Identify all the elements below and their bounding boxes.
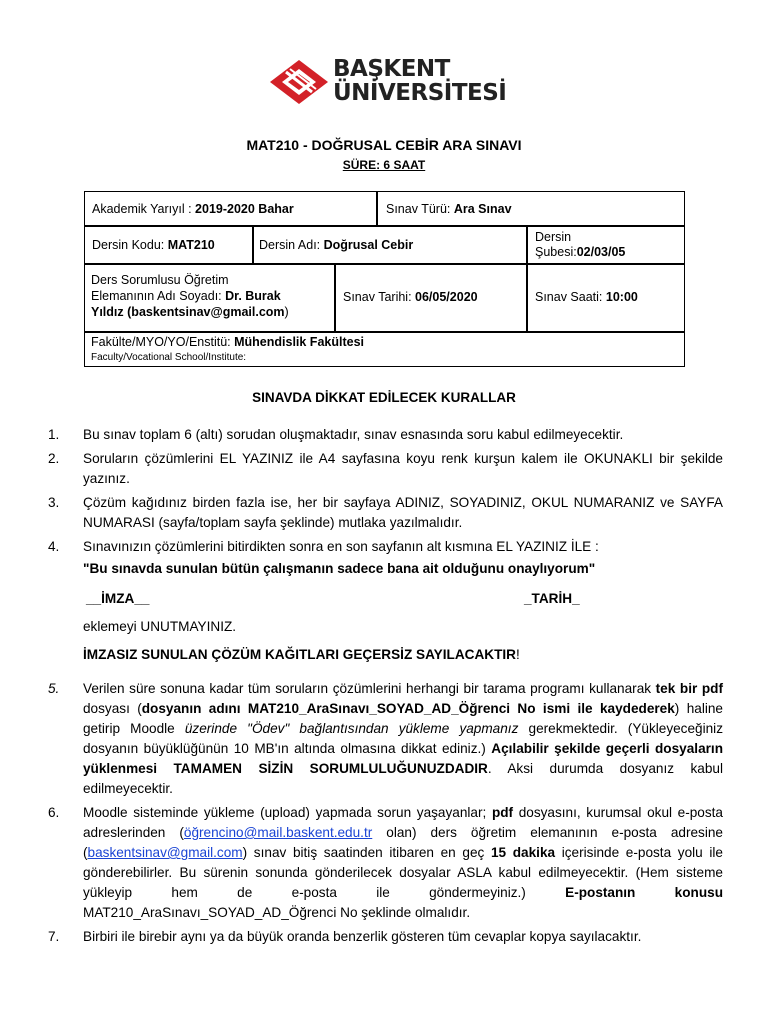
faculty-value: Mühendislik Fakültesi (234, 335, 364, 349)
rule-quote: "Bu sınavda sunulan bütün çalışmanın sadece bana ait olduğunu onaylıyorum" (83, 561, 596, 576)
course-code-label: Dersin Kodu: (92, 238, 168, 252)
rule-text: Verilen süre sonuna kadar tüm soruların çözümlerini herhangi bir tarama programı kullanarak (83, 681, 656, 696)
rule-text: MAT210_AraSınavı_SOYAD_AD_Öğrenci No şeklinde olmalıdır. (83, 905, 471, 920)
instructor-email-link[interactable]: baskentsinav@gmail.com (87, 845, 243, 860)
instructor-name-2: Yıldız (91, 305, 124, 319)
section-label-1: Dersin (535, 230, 572, 244)
exam-date-value: 06/05/2020 (415, 290, 478, 304)
rule-text: Moodle sisteminde yükleme (upload) yapmada sorun yaşayanlar; (83, 805, 492, 820)
rules-title: SINAVDA DİKKAT EDİLECEK KURALLAR (252, 390, 516, 405)
rule-text: . Aksi durumda dosyanız kabul edilmeyecektir. (83, 761, 724, 796)
instructor-name: Dr. Burak (225, 289, 281, 303)
course-name-value: Doğrusal Cebir (323, 238, 414, 252)
rule-item-3 (48, 493, 723, 533)
rule-number: 5. (48, 681, 60, 696)
rule-4-add (48, 617, 723, 637)
rule-bold: 15 dakika (490, 845, 556, 860)
rule-number: 6. (48, 805, 60, 820)
rule-text: ) haline getirip Moodle (83, 701, 723, 736)
term-value: 2019-2020 Bahar (195, 202, 294, 216)
term-label: Akademik Yarıyıl : (92, 202, 196, 216)
rule-item-5 (48, 679, 723, 799)
rule-4-warning (48, 645, 723, 665)
student-email-link[interactable]: öğrencino@mail.baskent.edu.tr (183, 825, 373, 840)
rule-number: 4. (48, 539, 60, 554)
rules-list (48, 425, 723, 947)
rule-italic: üzerinde "Ödev" bağlantısından yükleme yapmanız (184, 721, 519, 736)
rule-text: Birbiri ile birebir aynı ya da büyük oranda benzerlik gösteren tüm cevaplar kopya sayılacaktır. (83, 929, 642, 944)
warning-text: İMZASIZ SUNULAN ÇÖZÜM KAĞITLARI GEÇERSİZ SAYILACAKTIR (83, 647, 516, 662)
rule-item-1 (48, 425, 723, 445)
exam-date-label: Sınav Tarihi: (343, 290, 416, 304)
logo-text-line1: BAŞKENT (333, 56, 450, 82)
logo-text-line2: ÜNİVERSİTESİ (333, 80, 507, 106)
signature-placeholder: __İMZA__ (86, 591, 150, 606)
exam-type-value: Ara Sınav (453, 202, 512, 216)
instructor-label-2: Elemanının Adı Soyadı: (91, 289, 226, 303)
rule-bold: tek bir pdf (655, 681, 723, 696)
rule-text: gerekmektedir. (Yükleyeceğiniz dosyanın büyüklüğünün 10 MB'ın altında olmasına dikkat ediniz.) (83, 721, 723, 756)
signature-row (48, 579, 723, 615)
faculty-label: Fakülte/MYO/YO/Enstitü: (91, 335, 235, 349)
rule-text: içerisinde e-posta yolu ile gönderebilirler. Bu sürenin sonunda gönderilecek dosyalar ASLA kabul edilmeyecektir. (Hem sisteme yükleyip hem de e-posta ile göndermeyiniz.) (83, 845, 723, 900)
instructor-cell (84, 263, 336, 333)
rule-item-4 (48, 537, 723, 579)
faculty-label-en: Faculty/Vocational School/Institute: (91, 352, 247, 363)
warning-end: ! (515, 647, 520, 662)
course-code-value: MAT210 (167, 238, 215, 252)
rule-text: ) sınav bitiş saatinden itibaren en geç (242, 845, 491, 860)
university-logo (270, 56, 507, 108)
section-label-2: Şubesi: (535, 245, 577, 259)
rule-number: 2. (48, 451, 60, 466)
exam-time-value: 10:00 (605, 290, 638, 304)
date-placeholder: _TARİH_ (524, 591, 580, 606)
exam-title: MAT210 - DOĞRUSAL CEBİR ARA SINAVI (246, 137, 522, 153)
rule-text: Soruların çözümlerini EL YAZINIZ ile A4 sayfasına koyu renk kurşun kalem ile OKUNAKLI bir şekilde yazınız. (83, 451, 723, 486)
rule-item-6 (48, 803, 723, 923)
exam-time-cell (526, 263, 685, 333)
course-name-cell (252, 225, 528, 265)
instructor-email: (baskentsinav@gmail.com (127, 305, 285, 319)
rule-bold: dosyanın adını MAT210_AraSınavı_SOYAD_AD_Öğrenci No ismi ile kaydederek (141, 701, 675, 716)
rule-text: dosyası ( (83, 701, 142, 716)
rule-number: 7. (48, 929, 60, 944)
instructor-email-close: ) (284, 305, 289, 319)
rule-text: Çözüm kağıdınız birden fazla ise, her bir sayfaya ADINIZ, SOYADINIZ, OKUL NUMARANIZ ve SAYFA NUMARASI (sayfa/toplam sayfa şeklinde) mutlaka yazılmalıdır. (83, 495, 723, 530)
course-code-cell (84, 225, 254, 265)
exam-type-cell (376, 191, 685, 227)
section-cell (526, 225, 685, 265)
rule-text: eklemeyi UNUTMAYINIZ. (83, 619, 237, 634)
term-cell (84, 191, 378, 227)
course-name-label: Dersin Adı: (259, 238, 324, 252)
instructor-label-1: Ders Sorumlusu Öğretim (91, 273, 229, 287)
rule-text: Sınavınızın çözümlerini bitirdikten sonra en son sayfanın alt kısmına EL YAZINIZ İLE : (83, 539, 599, 554)
rule-text: dosyasını, kurumsal okul e-posta adreslerinden ( (83, 805, 723, 840)
rule-item-2 (48, 449, 723, 489)
rule-bold: E-postanın konusu (565, 885, 723, 900)
exam-time-label: Sınav Saati: (535, 290, 606, 304)
exam-duration: SÜRE: 6 SAAT (342, 158, 426, 172)
rule-number: 3. (48, 495, 60, 510)
rule-text: Bu sınav toplam 6 (altı) sorudan oluşmaktadır, sınav esnasında soru kabul edilmeyecektir. (83, 427, 624, 442)
faculty-cell (84, 331, 685, 367)
rule-text: olan) ders öğretim elemanının e-posta adresine ( (83, 825, 723, 860)
exam-date-cell (334, 263, 528, 333)
rule-item-7 (48, 927, 723, 947)
rule-bold: Açılabilir şekilde geçerli dosyaların yüklenmesi TAMAMEN SİZİN SORUMLULUĞUNUZDADIR (83, 741, 724, 776)
exam-type-label: Sınav Türü: (386, 202, 454, 216)
logo-emblem-icon (270, 60, 328, 104)
rule-number: 1. (48, 427, 60, 442)
section-value: 02/03/05 (576, 245, 626, 259)
rule-bold: pdf (491, 805, 514, 820)
